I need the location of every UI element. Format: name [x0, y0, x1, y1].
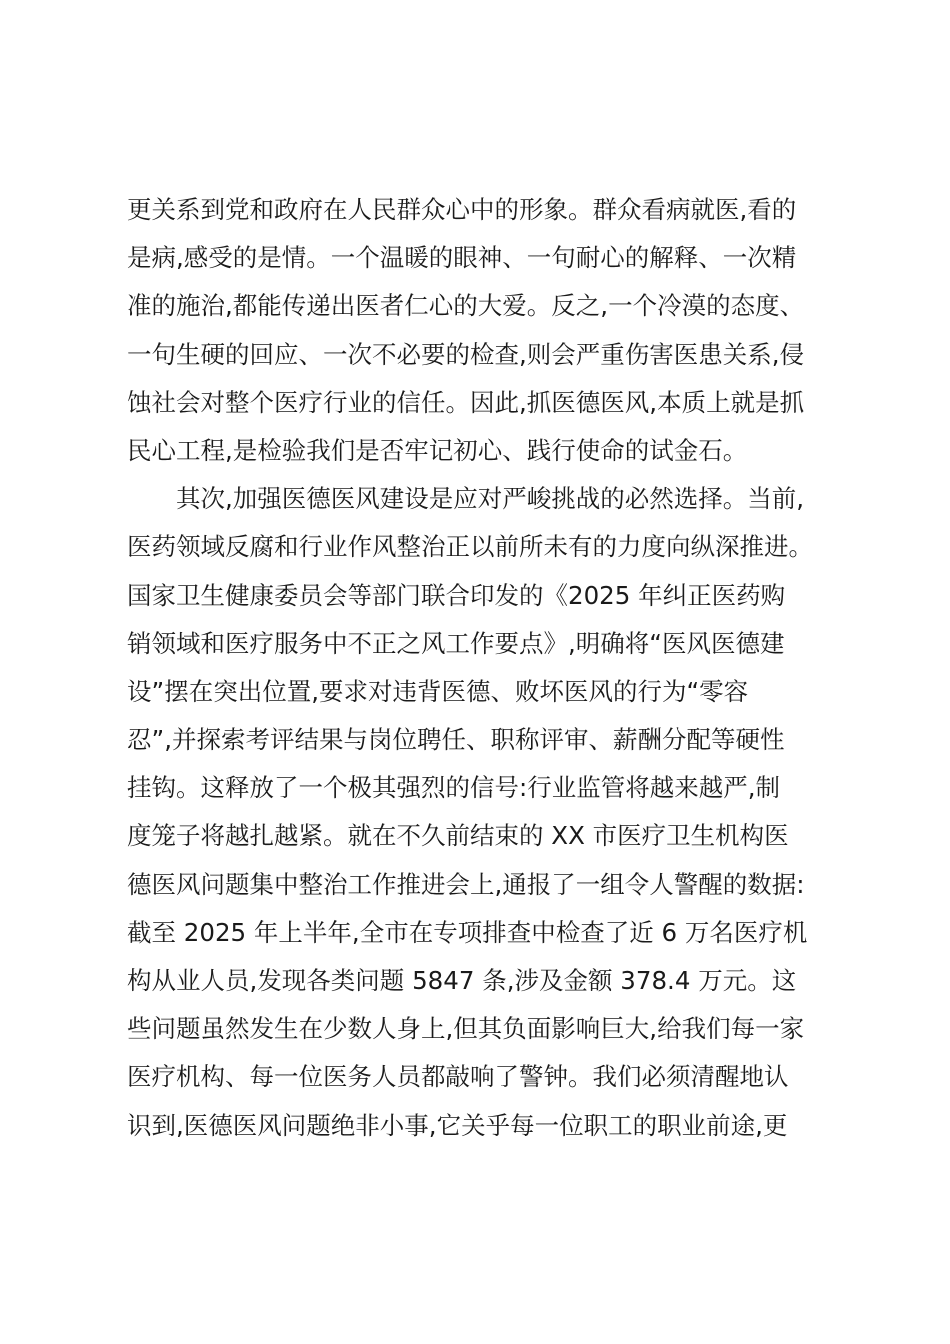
text-line: 民心工程,是检验我们是否牢记初心、践行使命的试金石。	[127, 435, 748, 465]
text-line: 国家卫生健康委员会等部门联合印发的《2025 年纠正医药购	[127, 580, 786, 610]
body-text	[127, 186, 847, 1150]
text-line: 些问题虽然发生在少数人身上,但其负面影响巨大,给我们每一家	[127, 1014, 805, 1044]
text-line: 更关系到党和政府在人民群众心中的形象。群众看病就医,看的	[127, 195, 797, 224]
text-line: 识到,医德医风问题绝非小事,它关乎每一位职工的职业前途,更	[127, 1110, 788, 1140]
text-line: 医疗机构、每一位医务人员都敲响了警钟。我们必须清醒地认	[127, 1062, 789, 1092]
text-line: 德医风问题集中整治工作推进会上,通报了一组令人警醒的数据:	[127, 869, 805, 899]
text-line: 挂钩。这释放了一个极其强烈的信号:行业监管将越来越严,制	[127, 773, 781, 803]
text-line: 截至 2025 年上半年,全市在专项排查中检查了近 6 万名医疗机	[127, 917, 808, 947]
text-line: 度笼子将越扎越紧。就在不久前结束的 XX 市医疗卫生机构医	[127, 821, 789, 851]
text-line: 是病,感受的是情。一个温暖的眼神、一句耐心的解释、一次精	[127, 243, 797, 273]
text-line: 忍”,并探索考评结果与岗位聘任、职称评审、薪酬分配等硬性	[127, 725, 785, 755]
text-line: 医药领域反腐和行业作风整治正以前所未有的力度向纵深推进。	[127, 532, 813, 562]
text-line: 销领域和医疗服务中不正之风工作要点》,明确将“医风医德建	[127, 628, 785, 658]
text-line: 一句生硬的回应、一次不必要的检查,则会严重伤害医患关系,侵	[127, 339, 805, 369]
text-line: 蚀社会对整个医疗行业的信任。因此,抓医德医风,本质上就是抓	[127, 387, 805, 417]
text-line: 设”摆在突出位置,要求对违背医德、败坏医风的行为“零容	[127, 676, 749, 706]
paragraph-start-line: 其次,加强医德医风建设是应对严峻挑战的必然选择。当前,	[176, 484, 805, 514]
text-line: 准的施治,都能传递出医者仁心的大爱。反之,一个冷漠的态度、	[127, 291, 805, 321]
text-line: 构从业人员,发现各类问题 5847 条,涉及金额 378.4 万元。这	[127, 966, 797, 995]
